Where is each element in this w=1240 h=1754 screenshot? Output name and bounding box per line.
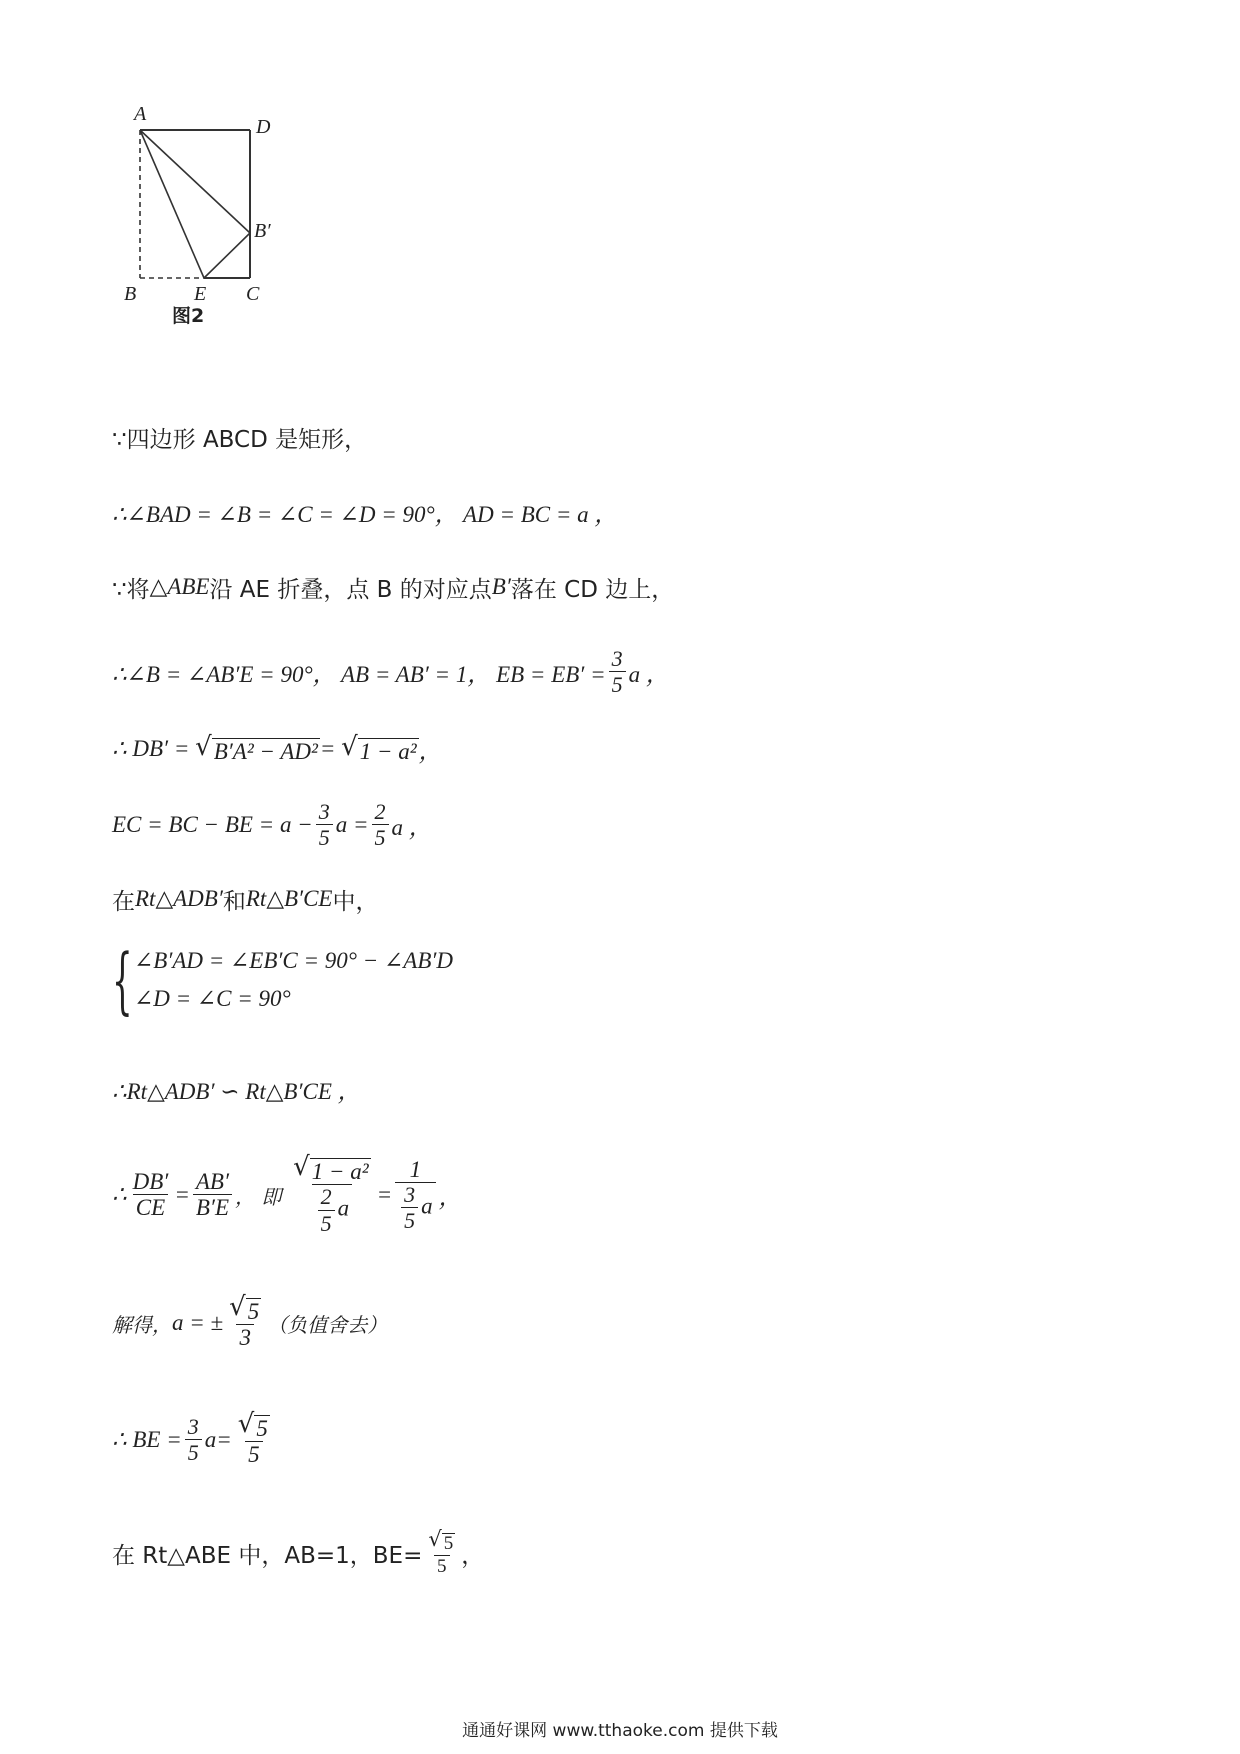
frac-den: 5 — [609, 671, 626, 697]
fraction-sqrt5-over-5 — [425, 1526, 458, 1578]
statement-equal-lengths — [112, 645, 669, 697]
line7-triangle2: Rt△B′CE — [245, 886, 333, 911]
equals: = — [376, 1182, 393, 1207]
frac-num: 3 — [318, 798, 330, 824]
geometry-figure — [120, 100, 320, 340]
line7-p5: 中， — [332, 888, 379, 915]
frac-den: 5 — [401, 1207, 418, 1233]
frac-den — [395, 1182, 436, 1233]
line11-var: a = ± — [172, 1310, 224, 1335]
line7-p3: 和 — [222, 888, 246, 915]
statement-fold — [112, 570, 674, 604]
line10-mid: ， 即 — [235, 1184, 282, 1209]
compound-fraction-left — [290, 1154, 374, 1236]
label-e: E — [194, 283, 207, 305]
line7-p1: 在 — [112, 888, 135, 915]
case-row-2: ∠D = ∠C = 90° — [134, 986, 291, 1011]
line6-mid: a = — [335, 812, 369, 837]
line2-text: ∴∠BAD = ∠B = ∠C = ∠D = 90°， AD = BC = a ， — [112, 501, 618, 527]
line6-pre: EC = BC − BE = a − — [112, 812, 313, 837]
radicand-2: 1 − a² — [359, 738, 417, 764]
frac-num — [226, 1294, 264, 1324]
statement-solve — [112, 1288, 387, 1358]
frac-num: 2 — [320, 1184, 332, 1210]
line3-p3: 沿 AE 折叠，点 B 的对应点 — [209, 576, 492, 603]
fraction-sqrt5-over-5 — [235, 1411, 273, 1469]
statement-rt-triangle — [112, 1518, 484, 1588]
frac-den: CE — [133, 1194, 168, 1221]
label-c: C — [246, 283, 260, 305]
line13-post: ， — [461, 1542, 485, 1569]
frac-num: 3 — [611, 645, 623, 671]
statement-ec — [112, 798, 432, 850]
radicand: 5 — [443, 1532, 454, 1554]
statement-similar — [112, 1072, 361, 1106]
line3-p5: 落在 CD 边上， — [510, 576, 675, 603]
statement-db-prime — [112, 732, 442, 766]
left-brace: { — [112, 938, 133, 1022]
frac-num — [290, 1154, 374, 1184]
frac-den — [312, 1184, 353, 1235]
frac-num: 3 — [187, 1413, 199, 1439]
case-row-1: ∠B′AD = ∠EB′C = 90° − ∠AB′D — [134, 948, 454, 973]
frac-den: 5 — [318, 1210, 335, 1236]
frac-den: 5 — [372, 824, 389, 850]
frac-num — [235, 1411, 273, 1441]
frac-num: 1 — [409, 1156, 422, 1182]
sqrt-expression-2 — [341, 731, 419, 765]
line5-mid: = — [319, 736, 336, 761]
line12-pre: ∴ BE = — [112, 1427, 182, 1452]
line3-bprime: B′ — [491, 574, 511, 599]
sqrt-expression — [428, 1526, 455, 1555]
line13-pre: 在 Rt△ABE 中，AB=1，BE= — [112, 1542, 423, 1569]
line4-pre: ∴∠B = ∠AB′E = 90°， AB = AB′ = 1， EB = EB′ = — [112, 661, 606, 687]
frac-num: 2 — [374, 798, 386, 824]
line3-p1: ∵将 — [112, 576, 150, 603]
fraction-ab-be — [193, 1169, 232, 1222]
sqrt-expression — [229, 1294, 261, 1324]
fraction-three-fifths — [316, 800, 333, 850]
radicand: 5 — [247, 1299, 260, 1325]
statement-be-value — [112, 1405, 276, 1475]
frac-den: 3 — [236, 1324, 254, 1351]
frac-num: DB′ — [132, 1168, 169, 1194]
compound-fraction-right — [395, 1157, 436, 1234]
case-system — [112, 938, 532, 1024]
radicand-1: B′A² − AD² — [213, 738, 318, 764]
statement-ratio — [112, 1150, 462, 1240]
frac-num — [425, 1526, 458, 1555]
statement-rectangle — [112, 420, 367, 454]
var-a: a — [337, 1195, 350, 1221]
line1-text: ∵四边形 ABCD 是矩形， — [112, 426, 368, 453]
radicand: 1 − a² — [311, 1159, 369, 1185]
frac-num: 3 — [404, 1181, 416, 1207]
line11-pre: 解得， — [112, 1312, 172, 1337]
segment-ae — [140, 130, 204, 278]
frac-den: 5 — [245, 1441, 263, 1468]
line3-triangle: △ABE — [149, 574, 210, 599]
line6-post: a ， — [391, 814, 432, 840]
line9-text: ∴Rt△ADB′ ∽ Rt△B′CE ， — [112, 1078, 361, 1104]
fraction-three-fifths — [609, 647, 626, 697]
radical-sign: √ — [237, 1409, 255, 1440]
sqrt-expression — [238, 1411, 270, 1441]
fraction-db-ce — [130, 1169, 172, 1222]
line10-post: ， — [438, 1184, 462, 1210]
line10-pre: ∴ — [112, 1182, 127, 1207]
label-b: B — [124, 283, 137, 305]
statement-angles — [112, 495, 617, 529]
radical-sign: √ — [195, 731, 212, 762]
label-a: A — [134, 103, 147, 125]
fraction-three-fifths — [185, 1415, 202, 1465]
frac-num: AB′ — [195, 1168, 230, 1194]
radical-sign: √ — [293, 1152, 310, 1183]
statement-in-triangles — [112, 882, 378, 916]
label-b-prime: B′ — [254, 220, 271, 242]
line5-pre: ∴ DB′ = — [112, 736, 190, 761]
frac-den: 5 — [185, 1439, 202, 1465]
label-d: D — [256, 116, 271, 138]
frac-den: 5 — [316, 824, 333, 850]
radical-sign: √ — [229, 1292, 246, 1323]
fraction-sqrt5-over-3 — [226, 1294, 264, 1352]
segment-eb-prime — [204, 233, 250, 278]
fraction-three-fifths — [401, 1183, 418, 1233]
frac-den: 5 — [434, 1555, 450, 1578]
segment-ab-prime — [140, 130, 250, 233]
sqrt-expression-1 — [195, 731, 320, 765]
radical-sign: √ — [341, 731, 358, 762]
line5-post: ， — [418, 738, 442, 764]
line7-triangle1: Rt△ADB′ — [135, 886, 223, 911]
sqrt-expression — [293, 1154, 371, 1184]
line11-post: （负值舍去） — [267, 1312, 388, 1337]
radicand: 5 — [256, 1416, 268, 1442]
var-a: a — [421, 1193, 433, 1219]
fraction-two-fifths — [318, 1185, 335, 1235]
figure-caption: 图2 — [172, 305, 205, 327]
radical-sign: √ — [428, 1526, 442, 1551]
equals: = — [174, 1182, 190, 1207]
fraction-two-fifths — [372, 800, 389, 850]
line4-post: a ， — [628, 661, 669, 687]
line12-mid: a= — [204, 1427, 232, 1452]
frac-den: B′E — [193, 1194, 232, 1221]
page-footer: 通通好课网 www.tthaoke.com 提供下载 — [462, 1721, 778, 1741]
